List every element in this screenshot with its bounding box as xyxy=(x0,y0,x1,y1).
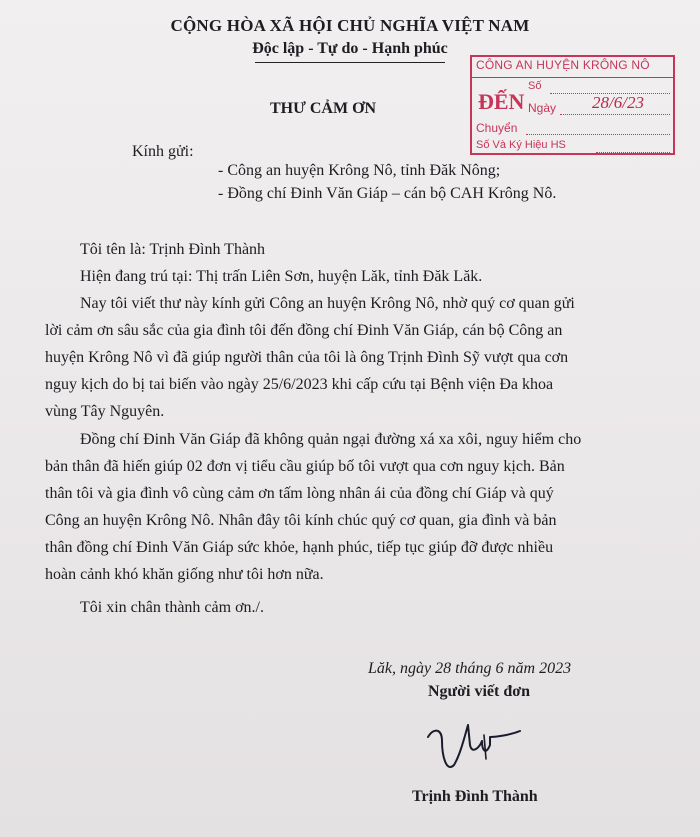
stamp-handwritten-date: 28/6/23 xyxy=(592,93,644,112)
received-stamp xyxy=(470,55,675,155)
signer-name: Trịnh Đình Thành xyxy=(412,788,538,805)
stamp-chuyen-label: Chuyển xyxy=(476,121,518,135)
stamp-divider xyxy=(472,77,673,78)
stamp-so-ky-hieu-label: Số Và Ký Hiệu HS xyxy=(476,139,566,151)
greeting-label: Kính gửi: xyxy=(132,143,194,160)
recipient-line: - Công an huyện Krông Nô, tỉnh Đăk Nông; xyxy=(218,162,501,179)
body-line: Công an huyện Krông Nô. Nhân đây tôi kính chúc quý cơ quan, gia đình và bản xyxy=(45,512,557,529)
body-line: hoàn cảnh khó khăn giống như tôi hơn nữa. xyxy=(45,566,324,583)
place-date: Lăk, ngày 28 tháng 6 năm 2023 xyxy=(368,660,572,677)
body-line: bản thân đã hiến giúp 02 đơn vị tiểu cầu giúp bố tôi vượt qua cơn nguy kịch. Bản xyxy=(45,458,565,475)
recipient-line: - Đồng chí Đinh Văn Giáp – cán bộ CAH Krông Nô. xyxy=(218,185,557,202)
motto-underline xyxy=(255,62,445,63)
stamp-ngay-label: Ngày xyxy=(528,101,557,115)
body-line: nguy kịch do bị tai biến vào ngày 25/6/2023 khi cấp cứu tại Bệnh viện Đa khoa xyxy=(45,376,554,393)
body-line: thân tôi và gia đình vô cùng cảm ơn tấm lòng nhân ái của đồng chí Giáp và quý xyxy=(45,485,554,502)
nation-motto: Độc lập - Tự do - Hạnh phúc xyxy=(252,40,448,57)
body-line: Tôi tên là: Trịnh Đình Thành xyxy=(80,241,266,258)
body-line: Nay tôi viết thư này kính gửi Công an huyện Krông Nô, nhờ quý cơ quan gửi xyxy=(80,295,575,312)
nation-title: CỘNG HÒA XÃ HỘI CHỦ NGHĨA VIỆT NAM xyxy=(170,16,530,35)
body-line: huyện Krông Nô vì đã giúp người thân của tôi là ông Trịnh Đình Sỹ vượt qua cơn xyxy=(45,349,569,366)
stamp-dotted-line xyxy=(596,152,670,153)
body-line: Đồng chí Đinh Văn Giáp đã không quản ngại đường xá xa xôi, nguy hiểm cho xyxy=(80,431,582,448)
stamp-den: ĐẾN xyxy=(478,89,525,114)
handwritten-signature xyxy=(420,715,530,785)
stamp-agency: CÔNG AN HUYỆN KRÔNG NÔ xyxy=(476,58,650,72)
signer-role: Người viết đơn xyxy=(428,683,530,700)
body-line: Hiện đang trú tại: Thị trấn Liên Sơn, huyện Lăk, tỉnh Đăk Lăk. xyxy=(80,268,483,285)
document-title: THƯ CẢM ƠN xyxy=(270,100,377,117)
body-line: vùng Tây Nguyên. xyxy=(45,403,165,420)
closing-line: Tôi xin chân thành cảm ơn./. xyxy=(80,599,264,616)
stamp-dotted-line xyxy=(560,114,670,115)
body-line: lời cảm ơn sâu sắc của gia đình tôi đến đồng chí Đinh Văn Giáp, cán bộ Công an xyxy=(45,322,563,339)
stamp-dotted-line xyxy=(526,134,670,135)
body-line: thân đồng chí Đinh Văn Giáp sức khỏe, hạnh phúc, tiếp tục giúp đỡ được nhiều xyxy=(45,539,554,556)
stamp-so-label: Số xyxy=(528,80,542,92)
